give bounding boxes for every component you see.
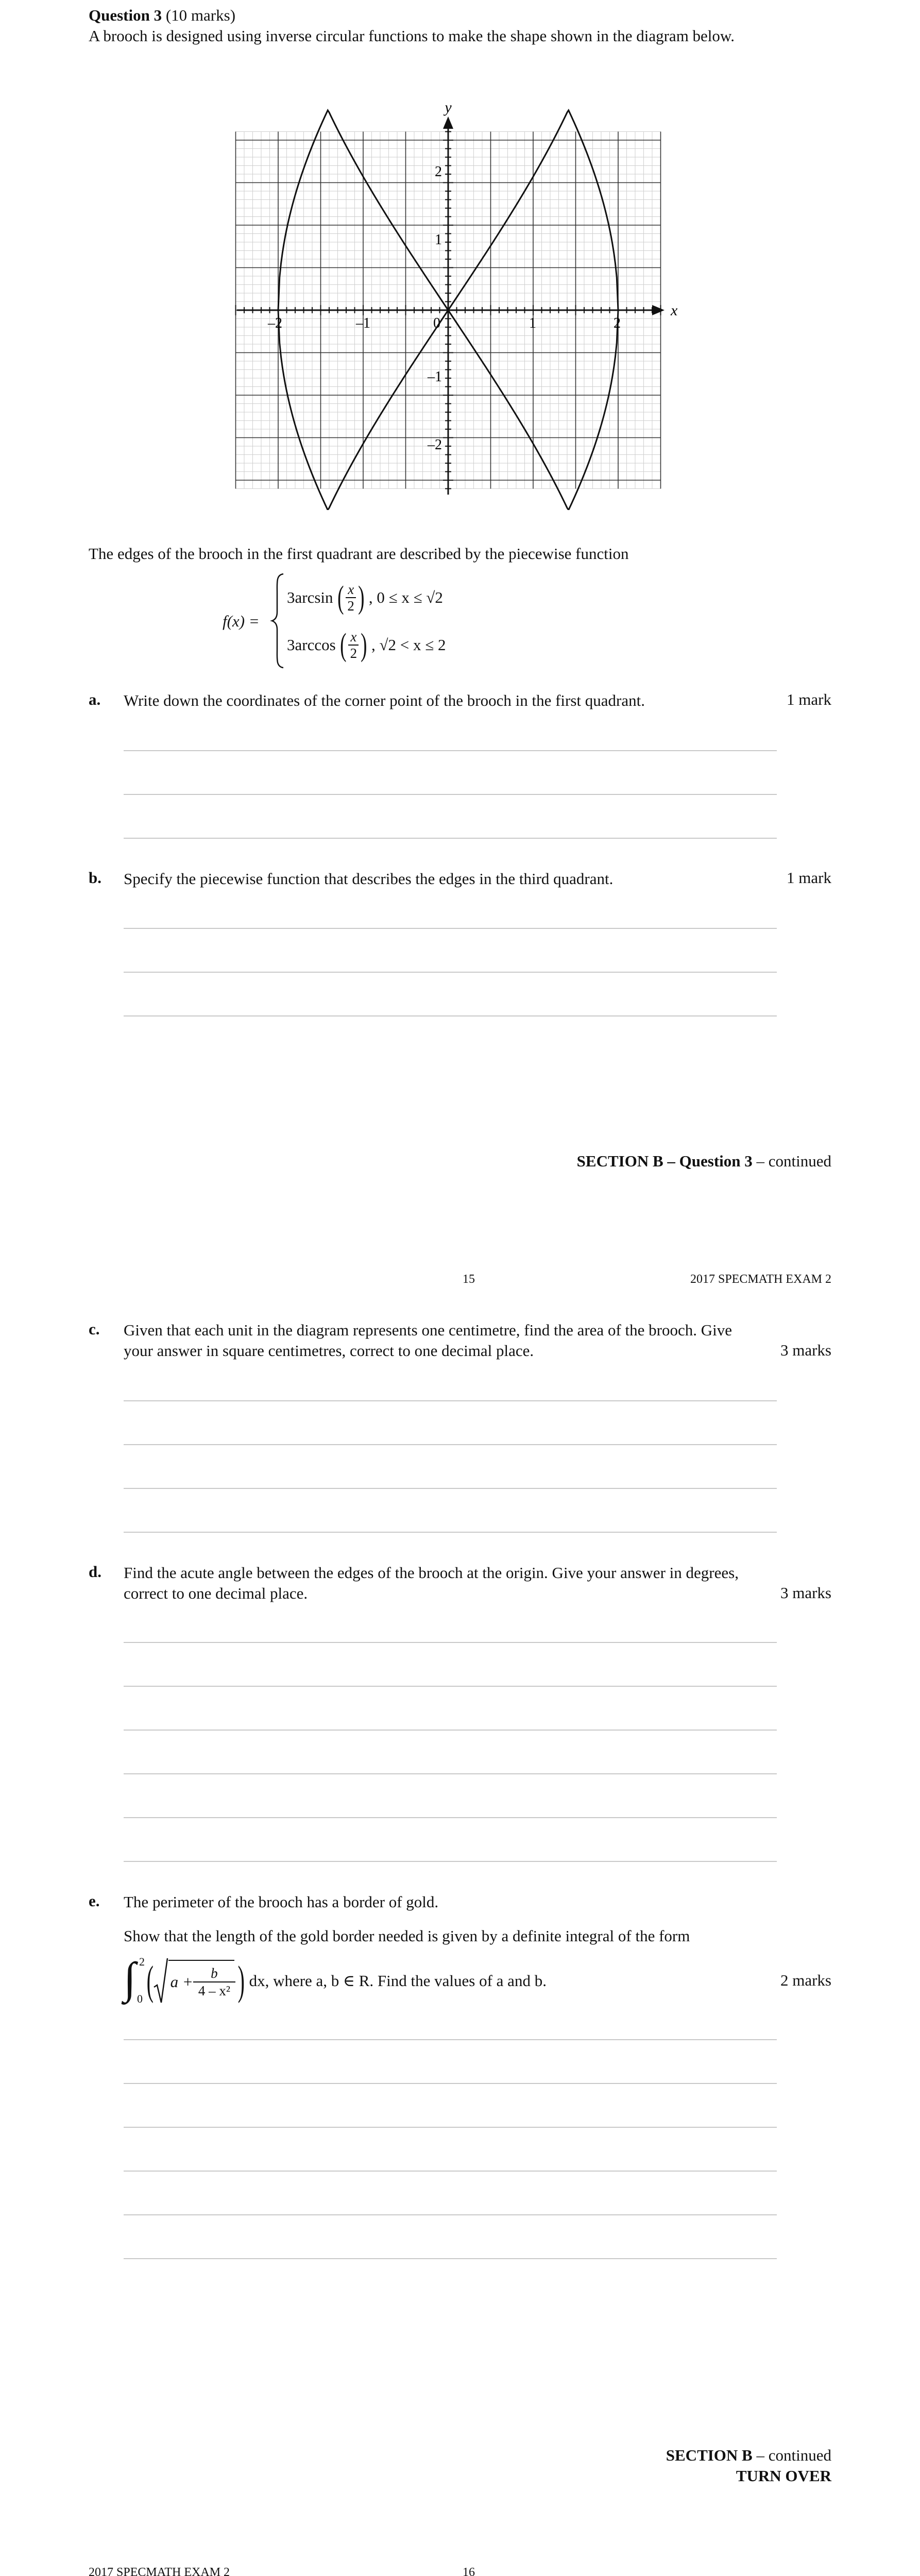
integral-trailing-text: dx, where a, b ∈ R. Find the values of a and b. (249, 1972, 547, 1990)
part-c-marks: 3 marks (780, 1341, 831, 1359)
piece-1-denominator: 2 (347, 598, 354, 614)
piecewise-function (223, 572, 532, 670)
part-e-marks: 2 marks (780, 1971, 831, 1989)
origin-label: 0 (433, 315, 440, 331)
answer-line[interactable] (124, 1015, 777, 1016)
x-tick-label: –1 (356, 315, 370, 331)
x-tick-label: 1 (529, 315, 536, 331)
piece-2-function: 3arccos (287, 636, 336, 654)
answer-line[interactable] (124, 2039, 777, 2040)
piece-1: 3arcsin ( $\frac{x}{2}$ ) , 0 ≤ x ≤ √2 (287, 580, 443, 615)
part-e-line1: The perimeter of the brooch has a border of gold. (124, 1893, 439, 1911)
integral-sign: ∫ 2 0 (124, 1953, 145, 2005)
part-b-text: Specify the piecewise function that describes the edges in the third quadrant. (124, 870, 614, 888)
question-intro: A brooch is designed using inverse circular functions to make the shape shown in the diagram below. (89, 27, 735, 45)
integral-lower-limit: 0 (137, 1992, 143, 2005)
answer-line[interactable] (124, 794, 777, 795)
answer-line[interactable] (124, 2127, 777, 2128)
part-d-marks: 3 marks (780, 1584, 831, 1602)
answer-line[interactable] (124, 1861, 777, 1862)
answer-line[interactable] (124, 750, 777, 751)
answer-line[interactable] (124, 1686, 777, 1687)
answer-line[interactable] (124, 1444, 777, 1445)
part-d-letter: d. (89, 1563, 101, 1581)
continued-note: SECTION B – continued (666, 2446, 831, 2464)
sqrt-sign-icon (153, 1956, 168, 2006)
part-a-letter: a. (89, 690, 101, 708)
y-tick-label: –1 (428, 369, 442, 385)
y-tick-label: 2 (435, 164, 442, 180)
answer-line[interactable] (124, 1488, 777, 1489)
question-heading (89, 5, 235, 26)
left-brace-icon (270, 572, 285, 670)
piece-2-condition: , √2 < x ≤ 2 (371, 636, 446, 654)
integrand-a: a + (170, 1973, 193, 1991)
x-tick-label: –2 (268, 315, 282, 331)
x-tick-label: 2 (614, 315, 621, 331)
piece-1-condition: , 0 ≤ x ≤ √2 (368, 588, 443, 606)
turn-over: TURN OVER (736, 2467, 831, 2485)
exam-name: 2017 SPECMATH EXAM 2 (690, 1273, 831, 1286)
answer-line[interactable] (124, 1773, 777, 1774)
part-b-letter: b. (89, 869, 101, 887)
question-marks: (10 marks) (165, 6, 236, 24)
part-e-line2: Show that the length of the gold border needed is given by a definite integral of the form (124, 1927, 690, 1945)
answer-line[interactable] (124, 2258, 777, 2259)
answer-line[interactable] (124, 2171, 777, 2172)
part-d-text: Find the acute angle between the edges of the brooch at the origin. Give your answer in degrees, correct to one decimal place. (124, 1564, 739, 1602)
function-lhs: f(x) = (223, 612, 260, 630)
piece-2-denominator: 2 (350, 646, 357, 661)
question-title: Question 3 (89, 6, 162, 24)
piece-2-numerator: x (348, 629, 359, 646)
y-tick-label: –2 (428, 437, 442, 453)
y-tick-label: 1 (435, 232, 442, 248)
integrand-numerator: b (193, 1965, 235, 1982)
integrand-denominator: 4 – x² (198, 1983, 230, 1998)
piece-1-numerator: x (346, 582, 356, 598)
piece-2: 3arccos ( $\frac{x}{2}$ ) , √2 < x ≤ 2 (287, 628, 446, 663)
part-a-marks: 1 mark (787, 690, 831, 708)
part-e-letter: e. (89, 1892, 100, 1910)
sqrt-radicand (168, 1960, 234, 1999)
piecewise-intro: The edges of the brooch in the first quadrant are described by the piecewise function (89, 545, 629, 563)
answer-line[interactable] (124, 2083, 777, 2084)
answer-line[interactable] (124, 1532, 777, 1533)
answer-line[interactable] (124, 838, 777, 839)
x-axis-label: x (671, 302, 678, 319)
answer-line[interactable] (124, 1400, 777, 1401)
footer-page-number: 16 (463, 2566, 475, 2576)
answer-line[interactable] (124, 1730, 777, 1731)
integral-upper-limit: 2 (139, 1955, 145, 1968)
definite-integral: ∫ 2 0 ( a + $\frac{b}{\text{4 – x²}}$ ) dx, where a, b ∈ R. Find the values of a and b. (124, 1953, 547, 2009)
footer-exam-name: 2017 SPECMATH EXAM 2 (89, 2566, 230, 2576)
answer-line[interactable] (124, 2214, 777, 2215)
answer-line[interactable] (124, 1817, 777, 1818)
part-c-letter: c. (89, 1320, 100, 1338)
y-axis-label: y (445, 99, 452, 116)
answer-line[interactable] (124, 1642, 777, 1643)
answer-line[interactable] (124, 928, 777, 929)
x-axis-arrow-icon (652, 305, 665, 315)
continued-note: SECTION B – Question 3 – continued (576, 1152, 831, 1170)
part-b-marks: 1 mark (787, 869, 831, 887)
part-a-text: Write down the coordinates of the corner point of the brooch in the first quadrant. (124, 691, 645, 709)
brooch-diagram (227, 98, 680, 510)
page-number: 15 (463, 1273, 475, 1286)
piece-1-function: 3arcsin (287, 588, 333, 606)
part-c-text: Given that each unit in the diagram represents one centimetre, find the area of the brooch. Give your answer in square centimetres, correct to one decimal place. (124, 1321, 732, 1360)
y-axis-arrow-icon (443, 116, 453, 129)
answer-line[interactable] (124, 972, 777, 973)
